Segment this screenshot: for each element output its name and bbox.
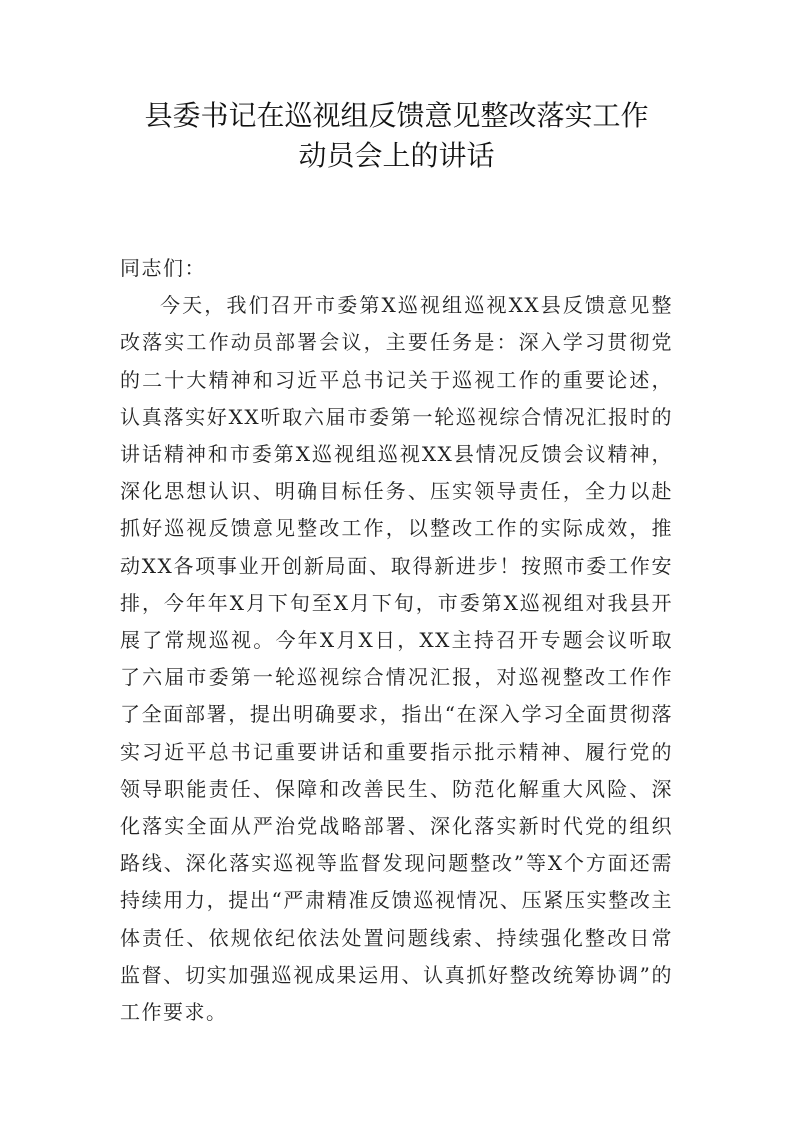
document-body [120, 250, 673, 1031]
document-title [80, 96, 713, 176]
title-line-1: 县委书记在巡视组反馈意见整改落实工作 [144, 99, 649, 132]
salutation: 同志们： [120, 256, 206, 280]
title-line-2: 动员会上的讲话 [298, 139, 495, 172]
body-paragraph: 今天，我们召开市委第X巡视组巡视XX县反馈意见整改落实工作动员部署会议，主要任务是：深入学习贯彻党的二十大精神和习近平总书记关于巡视工作的重要论述，认真落实好XX听取六届市委第一轮巡视综合情况汇报时的讲话精神和市委第X巡视组巡视XX县情况反馈会议精神，深化思想认识、明确目标任务、压实领导责任，全力以赴抓好巡视反馈意见整改工作，以整改工作的实际成效，推动XX各项事业开创新局面、取得新进步！按照市委工作安排，今年年X月下旬至X月下旬，市委第X巡视组对我县开展了常规巡视。今年X月X日，XX主持召开专题会议听取了六届市委第一轮巡视综合情况汇报，对巡视整改工作作了全面部署，提出明确要求，指出“在深入学习全面贯彻落实习近平总书记重要讲话和重要指示批示精神、履行党的领导职能责任、保障和改善民生、防范化解重大风险、深化落实全面从严治党战略部署、深化落实新时代党的组织路线、深化落实巡视等监督发现问题整改”等X个方面还需持续用力，提出“严肃精准反馈巡视情况、压紧压实整改主体责任、依规依纪依法处置问题线索、持续强化整改日常监督、切实加强巡视成果运用、认真抓好整改统筹协调”的工作要求。 [120, 293, 673, 1025]
